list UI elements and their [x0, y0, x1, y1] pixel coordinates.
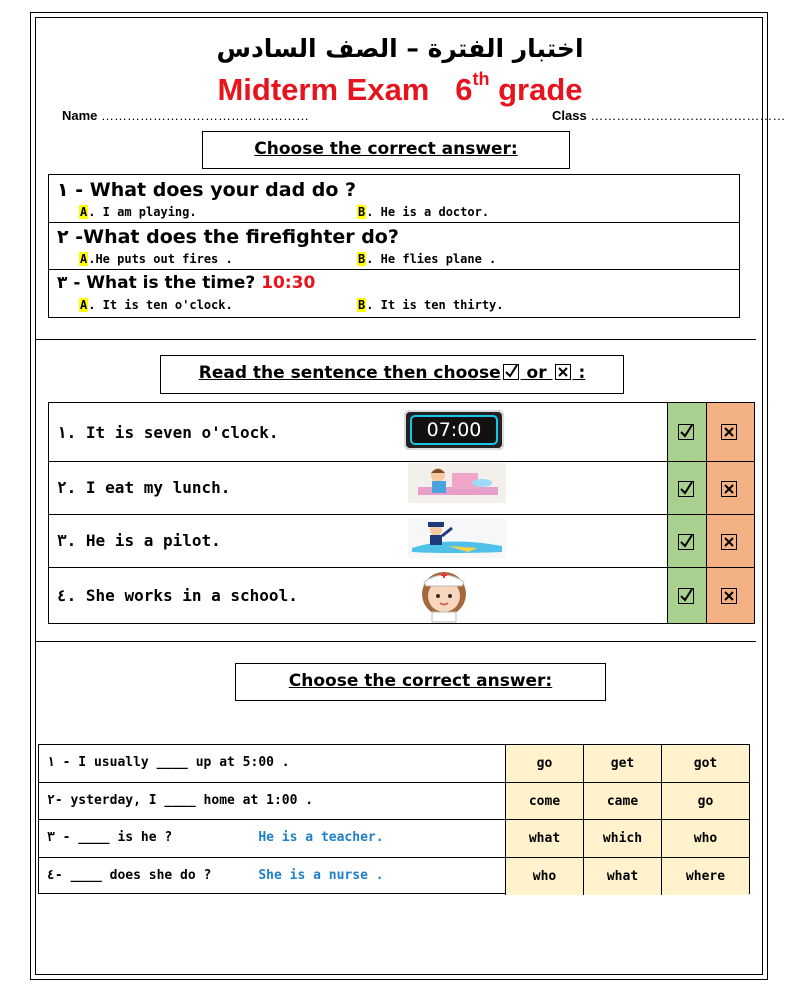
statement-text: ١. It is seven o'clock.: [57, 423, 279, 442]
check-cell[interactable]: [667, 462, 706, 514]
statement-text: ٤. She works in a school.: [57, 586, 298, 605]
table-row: [49, 568, 754, 623]
option-b[interactable]: B. He flies plane .: [358, 252, 497, 266]
checked-box-icon[interactable]: [678, 588, 694, 604]
table-row: [39, 745, 749, 783]
option-a[interactable]: A. It is ten o'clock.: [80, 298, 233, 312]
table-row: [49, 403, 754, 462]
option-cell[interactable]: came: [583, 783, 661, 820]
option-cell[interactable]: got: [661, 745, 749, 782]
checked-box-icon[interactable]: [678, 534, 694, 550]
option-cell[interactable]: who: [661, 820, 749, 857]
title-grade-num: 6: [455, 72, 473, 107]
section2-table: [48, 402, 755, 624]
name-field[interactable]: [62, 108, 309, 123]
option-a[interactable]: A.He puts out fires .: [80, 252, 233, 266]
check-cell[interactable]: [667, 515, 706, 567]
check-cell[interactable]: [667, 403, 706, 461]
table-row: [39, 858, 749, 896]
option-b[interactable]: B. He is a doctor.: [358, 205, 490, 219]
nurse-illustration: [410, 568, 478, 624]
option-cell[interactable]: go: [661, 783, 749, 820]
option-cell[interactable]: come: [505, 783, 583, 820]
option-cell[interactable]: where: [661, 858, 749, 896]
name-dots: …………………………………………: [101, 108, 310, 123]
cross-cell[interactable]: [706, 568, 754, 623]
table-row: [39, 783, 749, 821]
prompt-text: ١ - I usually ____ up at 5:00 .: [47, 755, 290, 770]
crossed-box-icon[interactable]: [721, 534, 737, 550]
checked-box-icon[interactable]: [678, 481, 694, 497]
option-cell[interactable]: what: [505, 820, 583, 857]
table-row: [49, 515, 754, 568]
question-text: ١ - What does your dad do ?: [57, 179, 357, 201]
table-row: [39, 820, 749, 858]
statement-text: ٣. He is a pilot.: [57, 531, 221, 550]
crossed-box-icon: [555, 364, 571, 380]
divider: [36, 339, 756, 340]
exam-title: [0, 68, 800, 108]
checked-box-icon[interactable]: [678, 424, 694, 440]
option-cell[interactable]: what: [583, 858, 661, 896]
pilot-illustration: [408, 518, 506, 558]
clock-display: 07:00: [410, 415, 498, 445]
crossed-box-icon[interactable]: [721, 424, 737, 440]
title-grade-word: grade: [498, 72, 583, 107]
statement-text: ٢. I eat my lunch.: [57, 478, 231, 497]
title-grade-sup: th: [472, 68, 490, 89]
checked-box-icon: [503, 364, 519, 380]
divider: [36, 641, 756, 642]
lunch-illustration: [408, 463, 506, 503]
class-dots: ………………………………………: [590, 108, 786, 123]
option-cell[interactable]: get: [583, 745, 661, 782]
section2-heading: Read the sentence then choose or :: [160, 355, 624, 394]
check-cell[interactable]: [667, 568, 706, 623]
class-field[interactable]: [552, 108, 785, 123]
prompt-text: ٢- ysterday, I ____ home at 1:00 .: [47, 792, 314, 808]
digital-clock-image: [404, 410, 504, 450]
option-cell[interactable]: go: [505, 745, 583, 782]
question-text: ٣ - What is the time? 10:30: [57, 273, 316, 293]
question-text: ٢ -What does the firefighter do?: [57, 226, 399, 248]
cross-cell[interactable]: [706, 462, 754, 514]
time-value: 10:30: [261, 273, 316, 293]
name-label: Name: [62, 108, 98, 123]
question-row: [49, 270, 739, 318]
prompt-text: ٤- ____ does she do ? She is a nurse .: [47, 867, 384, 883]
crossed-box-icon[interactable]: [721, 481, 737, 497]
cross-cell[interactable]: [706, 515, 754, 567]
table-row: [49, 462, 754, 515]
arabic-title: اختبار الفترة – الصف السادس: [216, 34, 584, 63]
answer-text: He is a teacher.: [258, 830, 384, 845]
question-row: [49, 223, 739, 270]
section3-table: [38, 744, 750, 894]
section1-questions: [48, 174, 740, 318]
answer-text: She is a nurse .: [258, 867, 384, 883]
option-a[interactable]: A. I am playing.: [80, 205, 197, 219]
section3-heading: Choose the correct answer:: [235, 663, 606, 701]
cross-cell[interactable]: [706, 403, 754, 461]
option-cell[interactable]: who: [505, 858, 583, 896]
section1-heading: Choose the correct answer:: [202, 131, 570, 169]
prompt-text: ٣ - ____ is he ? He is a teacher.: [47, 830, 384, 845]
option-b[interactable]: B. It is ten thirty.: [358, 298, 504, 312]
title-main: Midterm Exam: [217, 72, 430, 107]
option-cell[interactable]: which: [583, 820, 661, 857]
crossed-box-icon[interactable]: [721, 588, 737, 604]
question-row: [49, 175, 739, 223]
class-label: Class: [552, 108, 587, 123]
